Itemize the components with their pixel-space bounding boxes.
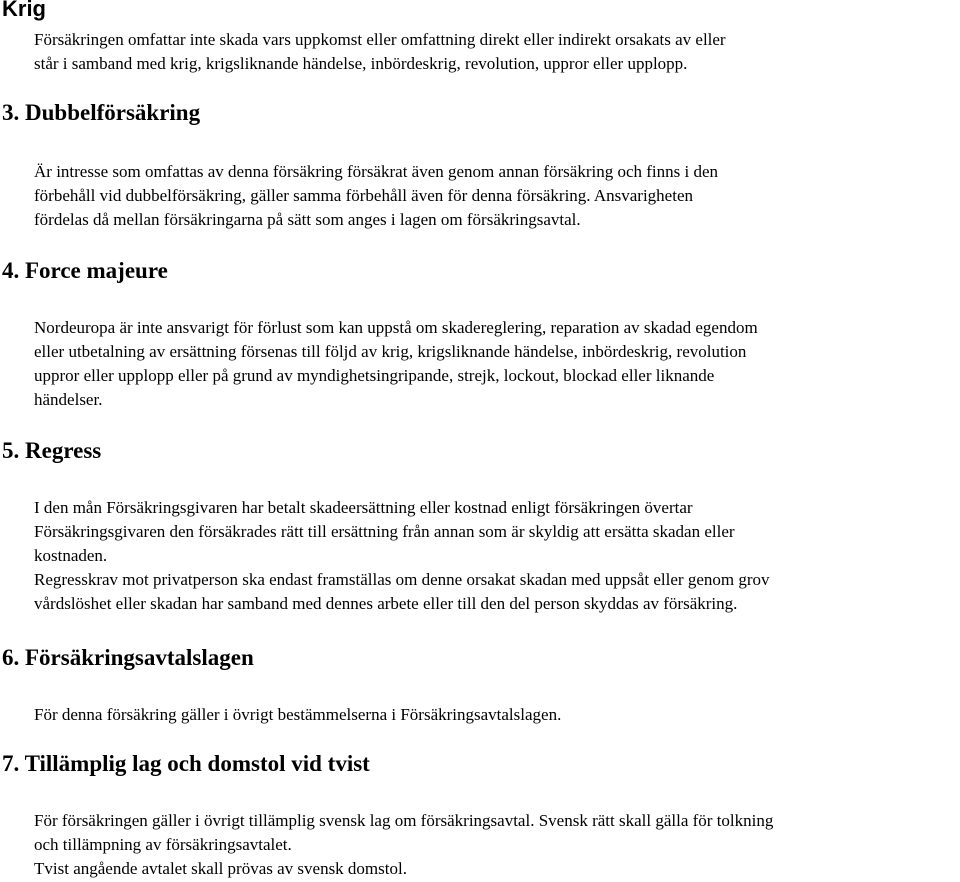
paragraph-tillamplig-lag bbox=[34, 809, 958, 881]
paragraph-dubbelforsakring bbox=[34, 160, 958, 232]
paragraph-line: fördelas då mellan försäkringarna på sätt som anges i lagen om försäkringsavtal. bbox=[34, 210, 581, 229]
paragraph-line: I den mån Försäkringsgivaren har betalt skadeersättning eller kostnad enligt försäkringen övertar bbox=[34, 498, 693, 517]
section-title-dubbelforsakring: 3. Dubbelförsäkring bbox=[2, 100, 201, 125]
paragraph-line: eller utbetalning av ersättning försenas till följd av krig, krigsliknande händelse, inbördeskrig, revolution bbox=[34, 342, 747, 361]
section-title-force-majeure: 4. Force majeure bbox=[2, 258, 168, 283]
paragraph-line: står i samband med krig, krigsliknande händelse, inbördeskrig, revolution, uppror eller upplopp. bbox=[34, 54, 688, 73]
paragraph-line: För försäkringen gäller i övrigt tillämplig svensk lag om försäkringsavtal. Svensk rätt skall gälla för tolkning bbox=[34, 811, 774, 830]
paragraph-line: och tillämpning av försäkringsavtalet. bbox=[34, 835, 292, 854]
paragraph-line: Försäkringsgivaren den försäkrades rätt till ersättning från annan som är skyldig att ersätta skadan eller bbox=[34, 522, 735, 541]
paragraph-line: Regresskrav mot privatperson ska endast framställas om denne orsakat skadan med uppsåt eller genom grov bbox=[34, 570, 770, 589]
section-title-tillamplig-lag: 7. Tillämplig lag och domstol vid tvist bbox=[2, 751, 370, 776]
paragraph-line: Är intresse som omfattas av denna försäkring försäkrat även genom annan försäkring och finns i den bbox=[34, 162, 719, 181]
section-title-regress: 5. Regress bbox=[2, 438, 102, 463]
paragraph-line: För denna försäkring gäller i övrigt bestämmelserna i Försäkringsavtalslagen. bbox=[34, 705, 562, 724]
paragraph-line: uppror eller upplopp eller på grund av myndighetsingripande, strejk, lockout, blockad eller liknande bbox=[34, 366, 715, 385]
paragraph-line: händelser. bbox=[34, 390, 103, 409]
paragraph-regress bbox=[34, 496, 958, 616]
paragraph-line: vårdslöshet eller skadan har samband med dennes arbete eller till den del person skyddas av försäkring. bbox=[34, 594, 738, 613]
paragraph-line: Försäkringen omfattar inte skada vars uppkomst eller omfattning direkt eller indirekt orsakats av eller bbox=[34, 30, 726, 49]
paragraph-line: Tvist angående avtalet skall prövas av svensk domstol. bbox=[34, 859, 407, 878]
paragraph-force-majeure bbox=[34, 316, 958, 412]
section-title-forsakringsavtalslagen: 6. Försäkringsavtalslagen bbox=[2, 645, 254, 670]
paragraph-line: Nordeuropa är inte ansvarigt för förlust som kan uppstå om skadereglering, reparation av skadad egendom bbox=[34, 318, 758, 337]
section-title-krig: Krig bbox=[2, 0, 46, 21]
paragraph-krig bbox=[34, 28, 958, 76]
paragraph-line: kostnaden. bbox=[34, 546, 108, 565]
paragraph-line: förbehåll vid dubbelförsäkring, gäller samma förbehåll även för denna försäkring. Ansvarigheten bbox=[34, 186, 693, 205]
paragraph-forsakringsavtalslagen bbox=[34, 703, 958, 727]
